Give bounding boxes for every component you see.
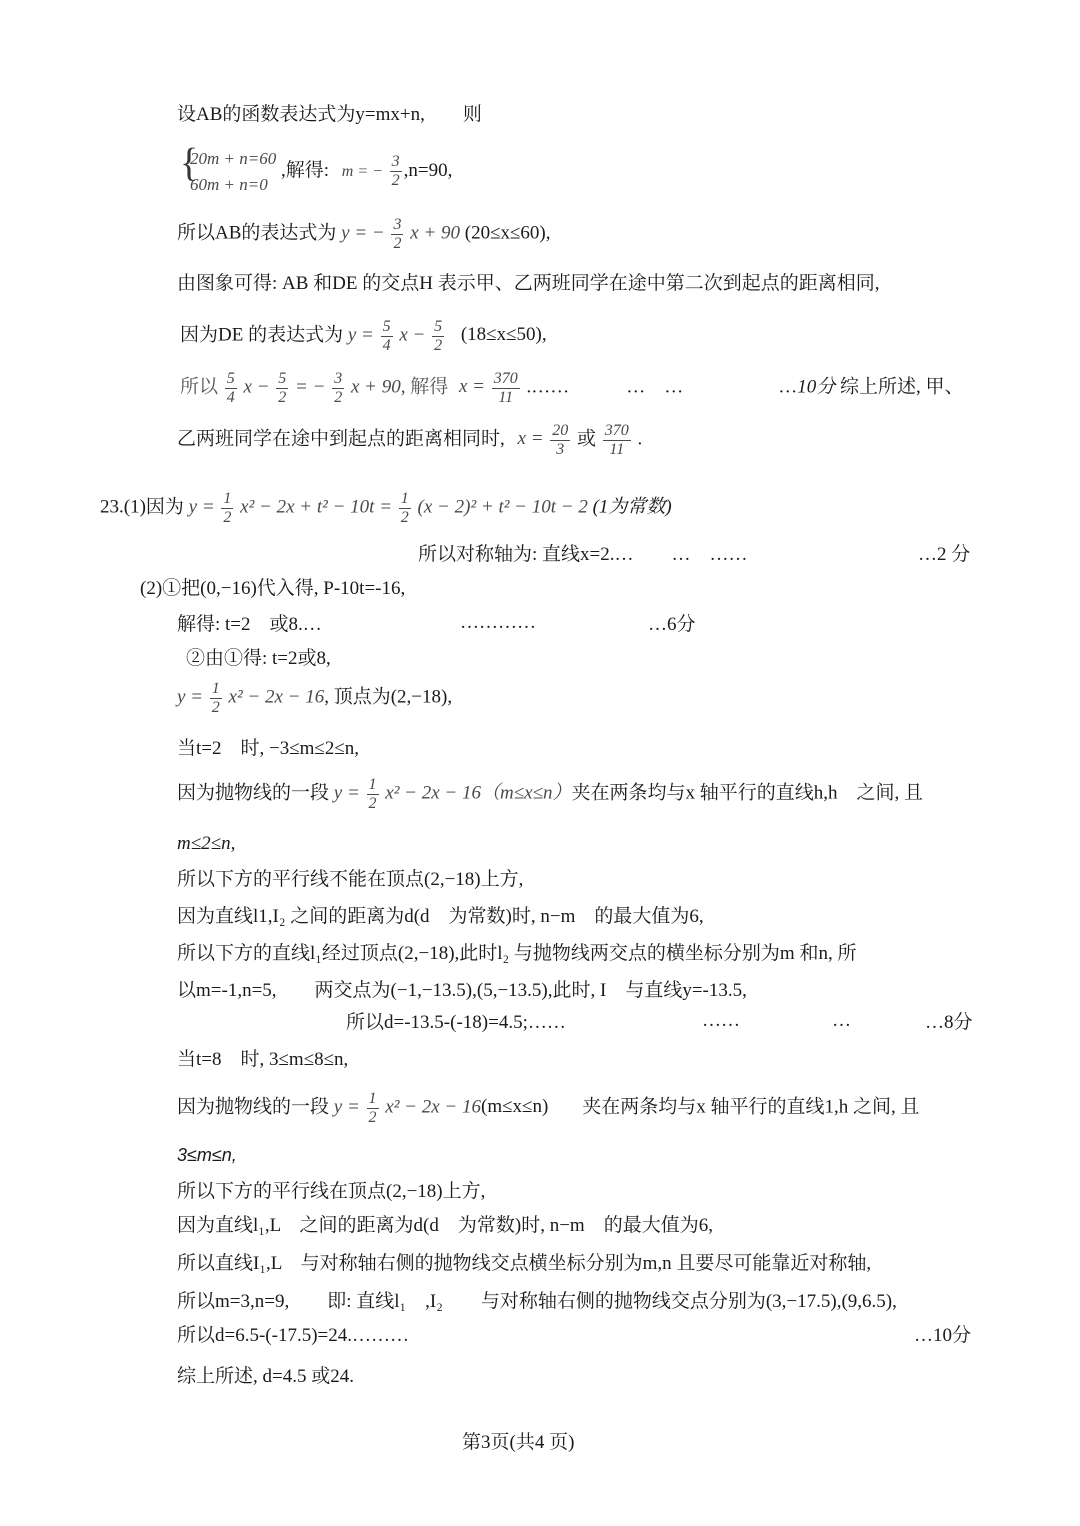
fraction-num: 5 [382, 318, 391, 335]
summary-text: 综上所述, 甲、 [840, 376, 964, 398]
q23-note: (1为常数) [592, 496, 672, 518]
solve-label: 解得 [410, 376, 449, 398]
fraction-num: 1 [368, 776, 377, 793]
fraction-num: 3 [391, 153, 400, 171]
score-2: …2 分 [918, 544, 971, 565]
fraction-den: 2 [223, 508, 232, 526]
ab-y: y = − [341, 222, 385, 244]
part2-line-11: 以m=-1,n=5, 两交点为(−1,−13.5),(5,−13.5),此时, I 与直线y=-13.5, [177, 980, 747, 1001]
ab-rest: x + 90 [410, 222, 460, 244]
fraction-den: 2 [278, 388, 287, 406]
part2-line-12: 所以d=-13.5-(-18)=4.5;…… [346, 1012, 566, 1033]
de-domain: (18≤x≤50), [460, 324, 547, 346]
eq-rest: x² − 2x − 16（m≤x≤n） [385, 782, 572, 804]
conclusion-line [177, 422, 642, 458]
fraction-num: 1 [368, 1090, 377, 1107]
fraction-num: 5 [434, 318, 443, 335]
part2-line-2: 解得: t=2 或8.… [177, 614, 322, 635]
equation-system: { 20m + n=60 60m + n=0 [180, 146, 276, 197]
eq-part-b: = − [295, 376, 326, 398]
part2-line-8: 所以下方的平行线不能在顶点(2,−18)上方, [177, 869, 524, 890]
part2-line-16: 所以下方的平行线在顶点(2,−18)上方, [177, 1181, 486, 1202]
part2-line-1: (2)①把(0,−16)代入得, P-10t=-16, [140, 578, 406, 599]
part2-line-13: 当t=8 时, 3≤m≤8≤n, [177, 1049, 349, 1070]
system-eq-2: 60m + n=0 [190, 174, 268, 194]
ab-expression-line [177, 216, 551, 252]
fraction-den: 2 [434, 336, 443, 354]
eq-y: y = [333, 782, 360, 804]
q23-part1-line [100, 490, 672, 526]
part2-line-6 [177, 776, 923, 812]
part2-line-14 [177, 1090, 920, 1126]
fraction-den: 2 [400, 508, 409, 526]
fraction-num: 20 [552, 422, 569, 439]
leader-dots: … [832, 1010, 851, 1031]
parabola-label: 因为抛物线的一段 [177, 1096, 330, 1118]
ab-expression-label: 所以AB的表达式为 [177, 222, 337, 244]
part2-line-4 [177, 680, 452, 716]
score-8: …8分 [925, 1012, 973, 1033]
fraction-den: 2 [211, 698, 220, 716]
fraction-num: 1 [223, 490, 232, 507]
part2-line-10: 所以下方的直线l₁经过顶点(2,−18),此时l₂ 与抛物线两交点的横坐标分别为m 和n, 所 [177, 943, 857, 964]
fraction-num: 370 [604, 422, 629, 439]
domain: (m≤x≤n) [481, 1096, 549, 1118]
fraction-num: 5 [278, 370, 287, 387]
fraction-den: 2 [393, 234, 402, 252]
q23-part-a: x² − 2x + t² − 10t = [240, 496, 393, 518]
so-label: 所以 [180, 376, 219, 398]
fraction-den: 11 [498, 388, 514, 406]
de-mid: x − [399, 324, 426, 346]
parabola-label: 因为抛物线的一段 [177, 782, 330, 804]
x-eq: x = [517, 428, 544, 450]
fraction-num: 1 [400, 490, 409, 507]
fraction-num: 5 [226, 370, 235, 387]
q23-y: y = [188, 496, 215, 518]
de-expression-line [180, 318, 547, 354]
n-value: ,n=90, [403, 159, 453, 181]
fraction-num: 3 [334, 370, 343, 387]
page-footer: 第3页(共4 页) [462, 1432, 575, 1453]
m-eq: m = − [341, 162, 383, 180]
q23-part-b: (x − 2)² + t² − 10t − 2 [417, 496, 588, 518]
axis-of-symmetry: 所以对称轴为: 直线x=2.… … …… [418, 544, 748, 565]
eq-rest: x² − 2x − 16 [228, 686, 325, 708]
parabola-tail: 夹在两条均与x 轴平行的直线1,h 之间, 且 [582, 1096, 920, 1118]
score-6: …6分 [648, 614, 696, 635]
de-y: y = [347, 324, 374, 346]
fraction-den: 4 [226, 388, 235, 406]
fraction-den: 2 [391, 172, 400, 189]
part2-line-7: m≤2≤n, [177, 833, 236, 854]
vertex-text: , 顶点为(2,−18), [324, 686, 453, 708]
conclusion-text: 乙两班同学在途中到起点的距离相同时, [177, 428, 505, 450]
fraction-den: 11 [609, 440, 625, 458]
text-line-1: 设AB的函数表达式为y=mx+n, 则 [177, 104, 482, 125]
part2-line-21: 综上所述, d=4.5 或24. [177, 1366, 354, 1387]
eq-rest: x² − 2x − 16 [385, 1096, 481, 1118]
leader-dots: .…… … … … [526, 376, 798, 398]
fraction-num: 370 [493, 370, 518, 387]
score-10b: …10分 [914, 1325, 972, 1346]
eq-y: y = [177, 686, 204, 708]
part2-line-9: 因为直线l1,I₂ 之间的距离为d(d 为常数)时, n−m 的最大值为6, [177, 906, 704, 927]
part2-line-20: 所以d=6.5-(-17.5)=24.……… [177, 1325, 409, 1346]
score-10: 10分 [797, 376, 836, 398]
intersection-line [180, 370, 964, 406]
solve-label: ,解得: [280, 159, 330, 181]
ab-domain: (20≤x≤60), [464, 222, 551, 244]
part2-line-5: 当t=2 时, −3≤m≤2≤n, [177, 738, 360, 759]
fraction-den: 2 [368, 1108, 377, 1126]
fraction-den: 3 [556, 440, 565, 458]
equation-system-line [180, 140, 453, 197]
eq-part-c: x + 90, [350, 376, 406, 398]
fraction-den: 2 [368, 794, 377, 812]
leader-dots: …… [702, 1010, 740, 1031]
part2-line-19: 所以m=3,n=9, 即: 直线l₁ ,I₂ 与对称轴右侧的抛物线交点分别为(3,−17.5),(9,6.5), [177, 1291, 897, 1312]
part2-line-15: 3≤m≤n, [177, 1145, 237, 1165]
q23-label: 23.(1)因为 [100, 496, 184, 518]
part2-line-18: 所以直线I₁,L 与对称轴右侧的抛物线交点横坐标分别为m,n 且要尽可能靠近对称轴, [177, 1253, 872, 1274]
period: . [637, 428, 643, 450]
leader-dots: ………… [460, 612, 536, 633]
system-eq-1: 20m + n=60 [190, 149, 277, 168]
parabola-tail: 夹在两条均与x 轴平行的直线h,h 之间, 且 [571, 782, 924, 804]
fraction-num: 3 [393, 216, 402, 233]
fraction-den: 2 [334, 388, 343, 406]
or-text: 或 [577, 428, 597, 450]
eq-part-a: x − [243, 376, 270, 398]
text-line-4: 由图象可得: AB 和DE 的交点H 表示甲、乙两班同学在途中第二次到起点的距离相同, [177, 273, 880, 294]
part2-line-17: 因为直线l₁,L 之间的距离为d(d 为常数)时, n−m 的最大值为6, [177, 1215, 713, 1236]
fraction-num: 1 [211, 680, 220, 697]
fraction-den: 4 [382, 336, 391, 354]
part2-line-3: ②由①得: t=2或8, [186, 648, 331, 669]
de-expression-label: 因为DE 的表达式为 [180, 324, 344, 346]
x-eq: x = [458, 376, 485, 398]
eq-y: y = [333, 1096, 360, 1118]
